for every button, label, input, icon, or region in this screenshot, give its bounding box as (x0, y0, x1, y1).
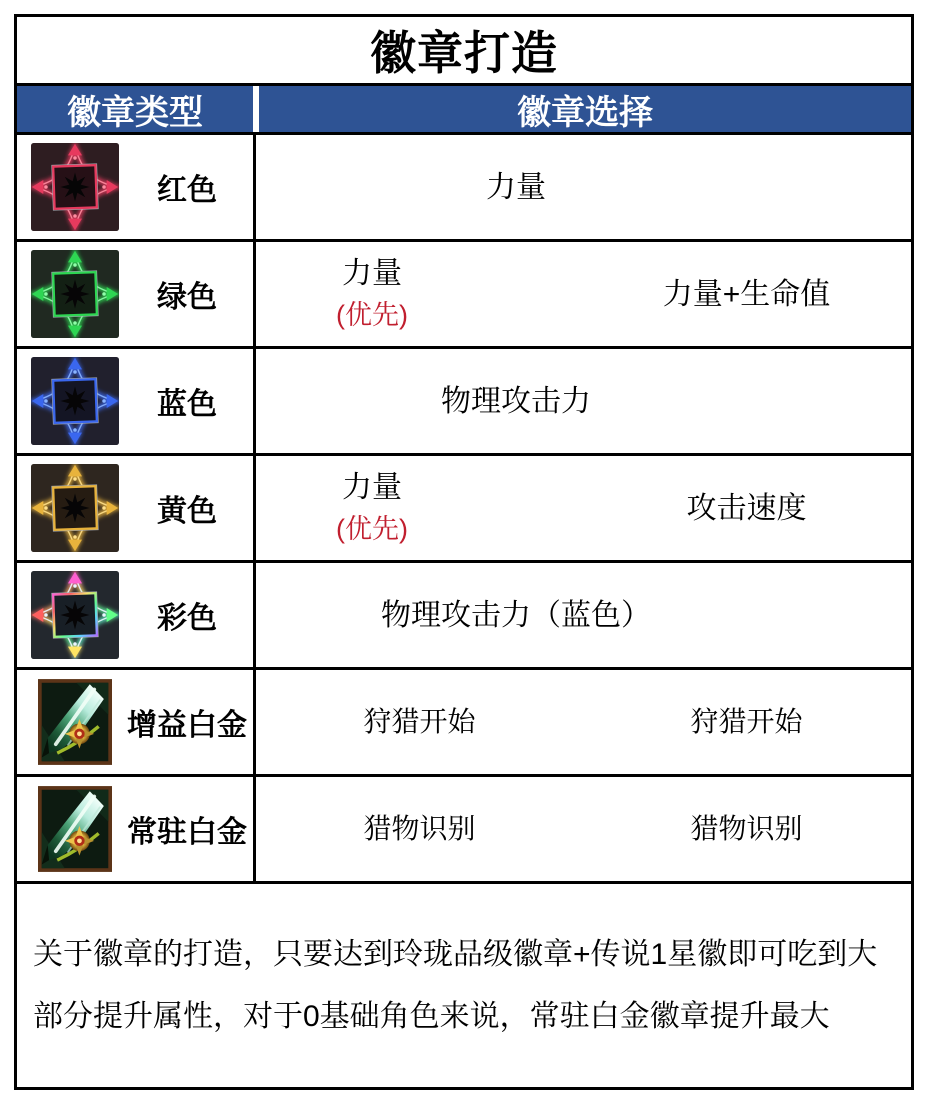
selection-option-text: 力量 (342, 257, 402, 291)
badge-type-label: 蓝色 (157, 388, 217, 421)
badge-type-cell (17, 563, 256, 667)
priority-note: (优先) (336, 300, 408, 331)
badge-type-label: 黄色 (157, 495, 217, 528)
badge-selection-cell (256, 670, 911, 774)
selection-option-text: 狩猎开始 (363, 705, 476, 737)
badge-type-cell (17, 242, 256, 346)
badge-type-label: 红色 (157, 174, 217, 207)
badge-type-cell (17, 777, 256, 881)
badge-selection-cell (256, 135, 911, 239)
table-row (17, 456, 911, 563)
selection-option: 物理攻击力（蓝色） (381, 598, 651, 632)
badge-selection-cell (256, 242, 911, 346)
badge-type-cell (17, 135, 256, 239)
selection-option-secondary: 力量+生命值 (662, 277, 831, 311)
badge-type-label: 增益白金 (127, 709, 247, 742)
badge-type-label: 绿色 (157, 281, 217, 314)
selection-option-secondary: 狩猎开始 (690, 705, 803, 737)
column-header-badge-selection: 徽章选择 (259, 86, 911, 132)
blue-badge-icon (29, 357, 121, 445)
priority-note: (优先) (336, 514, 408, 545)
platinum-badge-icon (29, 679, 121, 765)
table-row (17, 135, 911, 242)
selection-option: 力量 (486, 170, 546, 204)
red-badge-icon (29, 143, 121, 231)
table-row (17, 563, 911, 670)
badge-type-cell (17, 670, 256, 774)
platinum-badge-icon (29, 786, 121, 872)
table-row (17, 242, 911, 349)
badge-selection-cell (256, 777, 911, 881)
selection-option-text: 力量 (342, 471, 402, 505)
selection-option-primary (256, 242, 488, 346)
table-row (17, 670, 911, 777)
selection-option-text: 猎物识别 (363, 812, 476, 844)
footer-note: 关于徽章的打造，只要达到玲珑品级徽章+传说1星徽即可吃到大部分提升属性，对于0基础角色来说，常驻白金徽章提升最大 (33, 938, 878, 1033)
selection-option-secondary: 猎物识别 (690, 812, 803, 844)
green-badge-icon (29, 250, 121, 338)
table-row (17, 777, 911, 884)
badge-type-cell (17, 456, 256, 560)
badge-type-cell (17, 349, 256, 453)
selection-option-secondary: 攻击速度 (686, 491, 807, 525)
badge-selection-cell (256, 456, 911, 560)
column-header-badge-type: 徽章类型 (17, 86, 253, 132)
selection-option: 物理攻击力 (441, 384, 591, 418)
selection-option-primary (256, 777, 583, 881)
rainbow-badge-icon (29, 571, 121, 659)
badge-type-label: 彩色 (157, 602, 217, 635)
badge-selection-cell (256, 563, 911, 667)
table-header (17, 86, 911, 135)
table-row (17, 349, 911, 456)
badge-type-label: 常驻白金 (127, 816, 247, 849)
table-body (17, 135, 911, 884)
badge-table (14, 14, 914, 1090)
selection-option-primary (256, 456, 488, 560)
page-title: 徽章打造 (17, 17, 911, 86)
yellow-badge-icon (29, 464, 121, 552)
selection-option-primary (256, 670, 583, 774)
badge-selection-cell (256, 349, 911, 453)
